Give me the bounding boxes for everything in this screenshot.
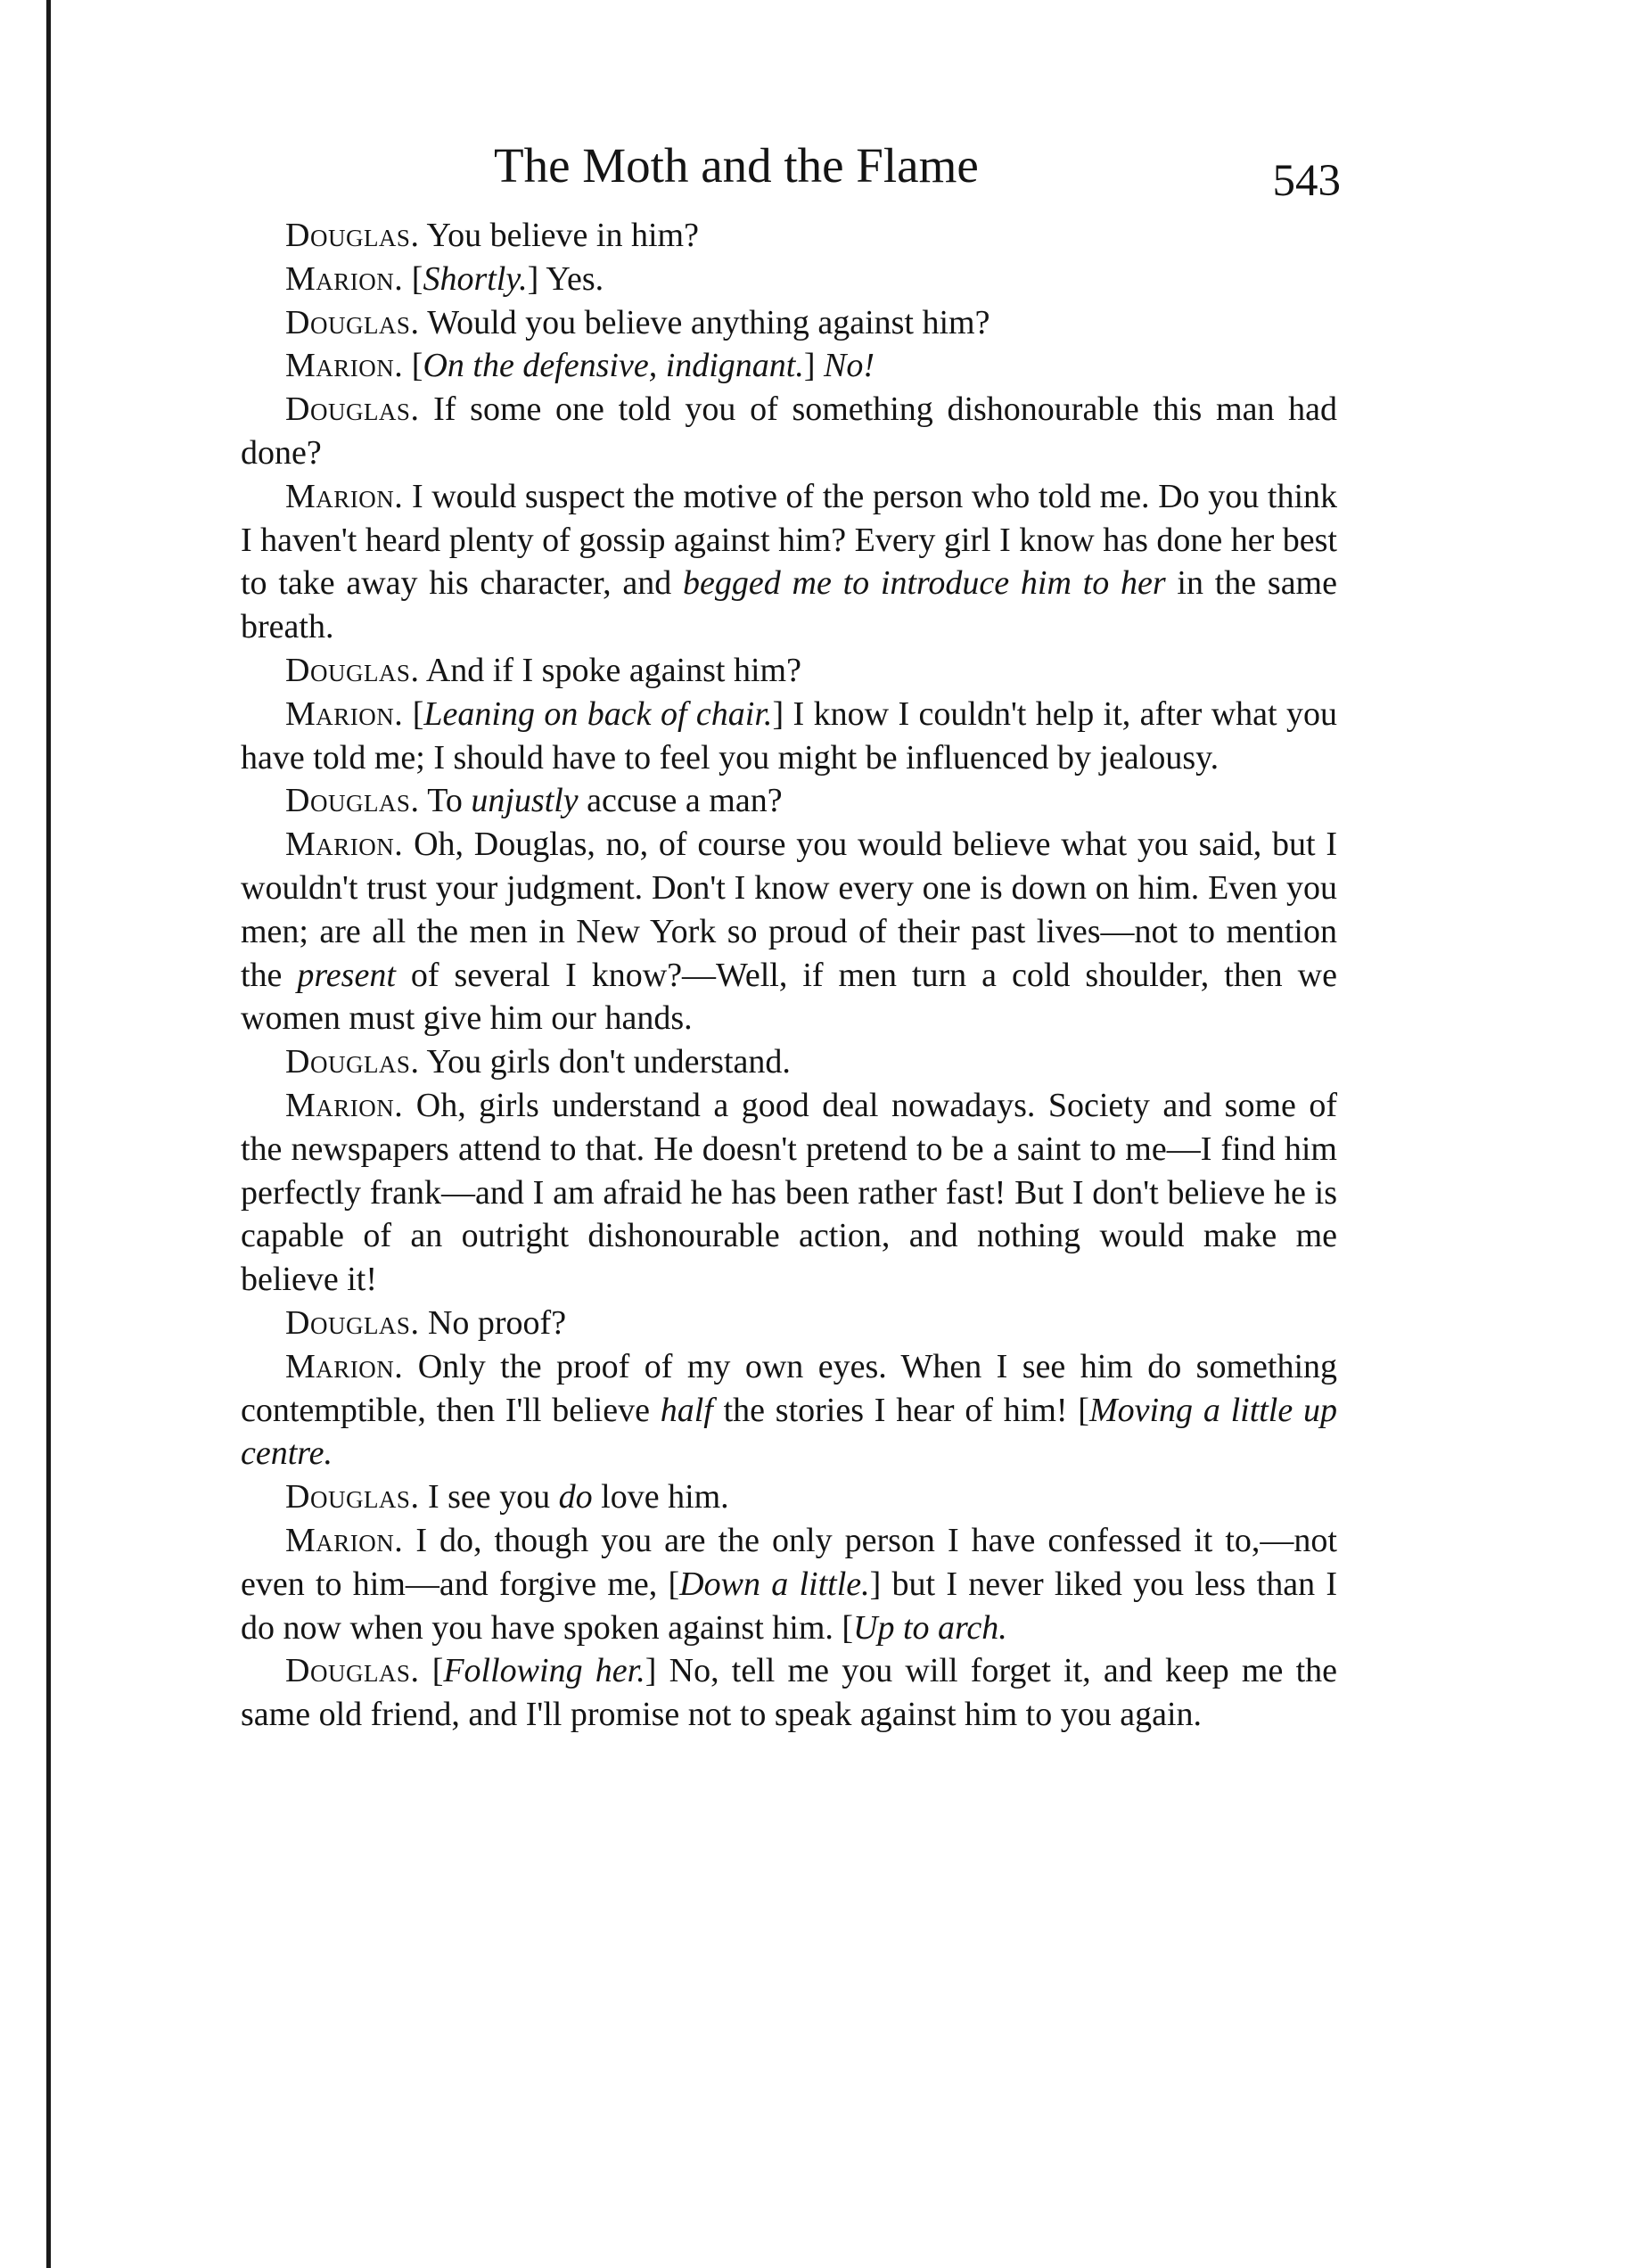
speech-text: ] No, tell me you will forget it, and keep me the same old friend, and I'll promise not to speak against him to you again. <box>241 1652 1337 1734</box>
speech-text: I do, though you are the only person I have confessed it to,—not even to him—and forgive me, [ <box>241 1521 1337 1603</box>
stage-direction: Down a little. <box>679 1565 870 1603</box>
speech-paragraph <box>241 1040 1337 1084</box>
stage-direction: Following her. <box>443 1652 645 1690</box>
stage-direction: On the defensive, indignant. <box>423 347 804 385</box>
speaker-name: Marion. <box>285 826 404 864</box>
speaker-name: Douglas. <box>285 217 420 254</box>
speech-text: in the same breath. <box>241 564 1337 646</box>
stage-direction: present <box>297 956 396 994</box>
speech-text: To <box>427 782 472 820</box>
speech-paragraph <box>241 1649 1337 1737</box>
speech-text: [ <box>411 259 423 298</box>
speech-text: Only the proof of my own eyes. When I see him do something contemptible, then I'll believe <box>241 1347 1337 1429</box>
speech-text: I would suspect the motive of the person who told me. Do you think I haven't heard plenty of gossip against him? Every girl I know has done her best to take away his character, and <box>241 477 1338 603</box>
speaker-name: Douglas. <box>285 1478 420 1516</box>
speech-text: No proof? <box>427 1303 567 1342</box>
speech-text: [ <box>412 694 424 733</box>
speech-text: [ <box>431 1652 444 1690</box>
speech-paragraph <box>241 388 1337 475</box>
speech-text: ] I know I couldn't help it, after what you have told me; I should have to feel you might be influenced by jealousy. <box>241 694 1337 777</box>
speech-text: ] Yes. <box>527 259 604 298</box>
speech-paragraph <box>241 1475 1337 1519</box>
running-head <box>241 134 1341 214</box>
speech-text: If some one told you of something dishonourable this man had done? <box>241 390 1338 472</box>
speech-paragraph <box>241 779 1337 823</box>
stage-direction: begged me to introduce him to her <box>683 564 1166 603</box>
speech-text: of several I know?—Well, if men turn a cold shoulder, then we women must give him our hands. <box>241 956 1337 1038</box>
speaker-name: Douglas. <box>285 1043 420 1081</box>
speech-text: accuse a man? <box>578 782 783 820</box>
speaker-name: Douglas. <box>285 303 420 341</box>
speech-text: love him. <box>592 1478 729 1516</box>
stage-direction: half <box>660 1391 713 1429</box>
speech-paragraph <box>241 475 1337 649</box>
speech-paragraph <box>241 649 1337 693</box>
speech-text: You girls don't understand. <box>426 1043 791 1081</box>
speaker-name: Marion. <box>285 477 404 515</box>
speaker-name: Marion. <box>285 1086 404 1124</box>
speaker-name: Douglas. <box>285 651 420 689</box>
speech-paragraph <box>241 344 1337 388</box>
speaker-name: Douglas. <box>285 1303 420 1342</box>
speech-paragraph <box>241 1519 1337 1649</box>
speech-text: And if I spoke against him? <box>425 651 801 689</box>
speaker-name: Douglas. <box>285 782 420 820</box>
stage-direction: No! <box>824 347 875 385</box>
speaker-name: Douglas. <box>285 390 420 429</box>
speaker-name: Marion. <box>285 347 404 385</box>
page-number: 543 <box>1272 156 1341 206</box>
speaker-name: Marion. <box>285 259 404 298</box>
speaker-name: Marion. <box>285 1347 404 1385</box>
speech-text: Oh, Douglas, no, of course you would believe what you said, but I wouldn't trust your judgment. Don't I know every one is down on him. Even you men; are all the men in New York so proud of their past lives—not to mention the <box>241 826 1338 994</box>
speech-text: You believe in him? <box>426 217 699 254</box>
speech-text: ] <box>803 347 825 385</box>
speech-text: Oh, girls understand a good deal nowadays. Society and some of the newspapers attend to that. He doesn't pretend to be a saint to me—I find him perfectly frank—and I am afraid he has been rather fast! But I don't believe he is capable of an outright dishonourable action, and nothing would make me believe it! <box>241 1086 1337 1299</box>
page-title: The Moth and the Flame <box>494 138 979 193</box>
speech-text: the stories I hear of him! [ <box>712 1391 1089 1429</box>
speech-paragraph <box>241 1345 1337 1475</box>
stage-direction: Leaning on back of chair. <box>423 694 773 733</box>
speech-text: [ <box>411 347 423 385</box>
stage-direction: Up to arch. <box>853 1608 1007 1647</box>
speech-paragraph <box>241 823 1337 1040</box>
speech-paragraph <box>241 1084 1337 1302</box>
binding-edge <box>46 0 51 2268</box>
speech-paragraph <box>241 301 1337 345</box>
stage-direction: unjustly <box>471 782 579 820</box>
speech-text: I see you <box>427 1478 559 1516</box>
book-page <box>241 134 1341 1737</box>
speech-paragraph <box>241 693 1337 780</box>
stage-direction: Shortly. <box>423 259 528 298</box>
speech-text: Would you believe anything against him? <box>427 303 990 341</box>
dialogue <box>241 214 1337 1737</box>
stage-direction: do <box>558 1478 593 1516</box>
speech-text: ] but I never liked you less than I do now when you have spoken against him. [ <box>241 1565 1337 1647</box>
speech-paragraph <box>241 1302 1337 1345</box>
speaker-name: Marion. <box>285 694 404 733</box>
stage-direction: Moving a little up centre. <box>241 1391 1338 1473</box>
speaker-name: Marion. <box>285 1521 404 1559</box>
speech-paragraph <box>241 258 1337 301</box>
speech-paragraph <box>241 214 1337 258</box>
speaker-name: Douglas. <box>285 1652 420 1690</box>
